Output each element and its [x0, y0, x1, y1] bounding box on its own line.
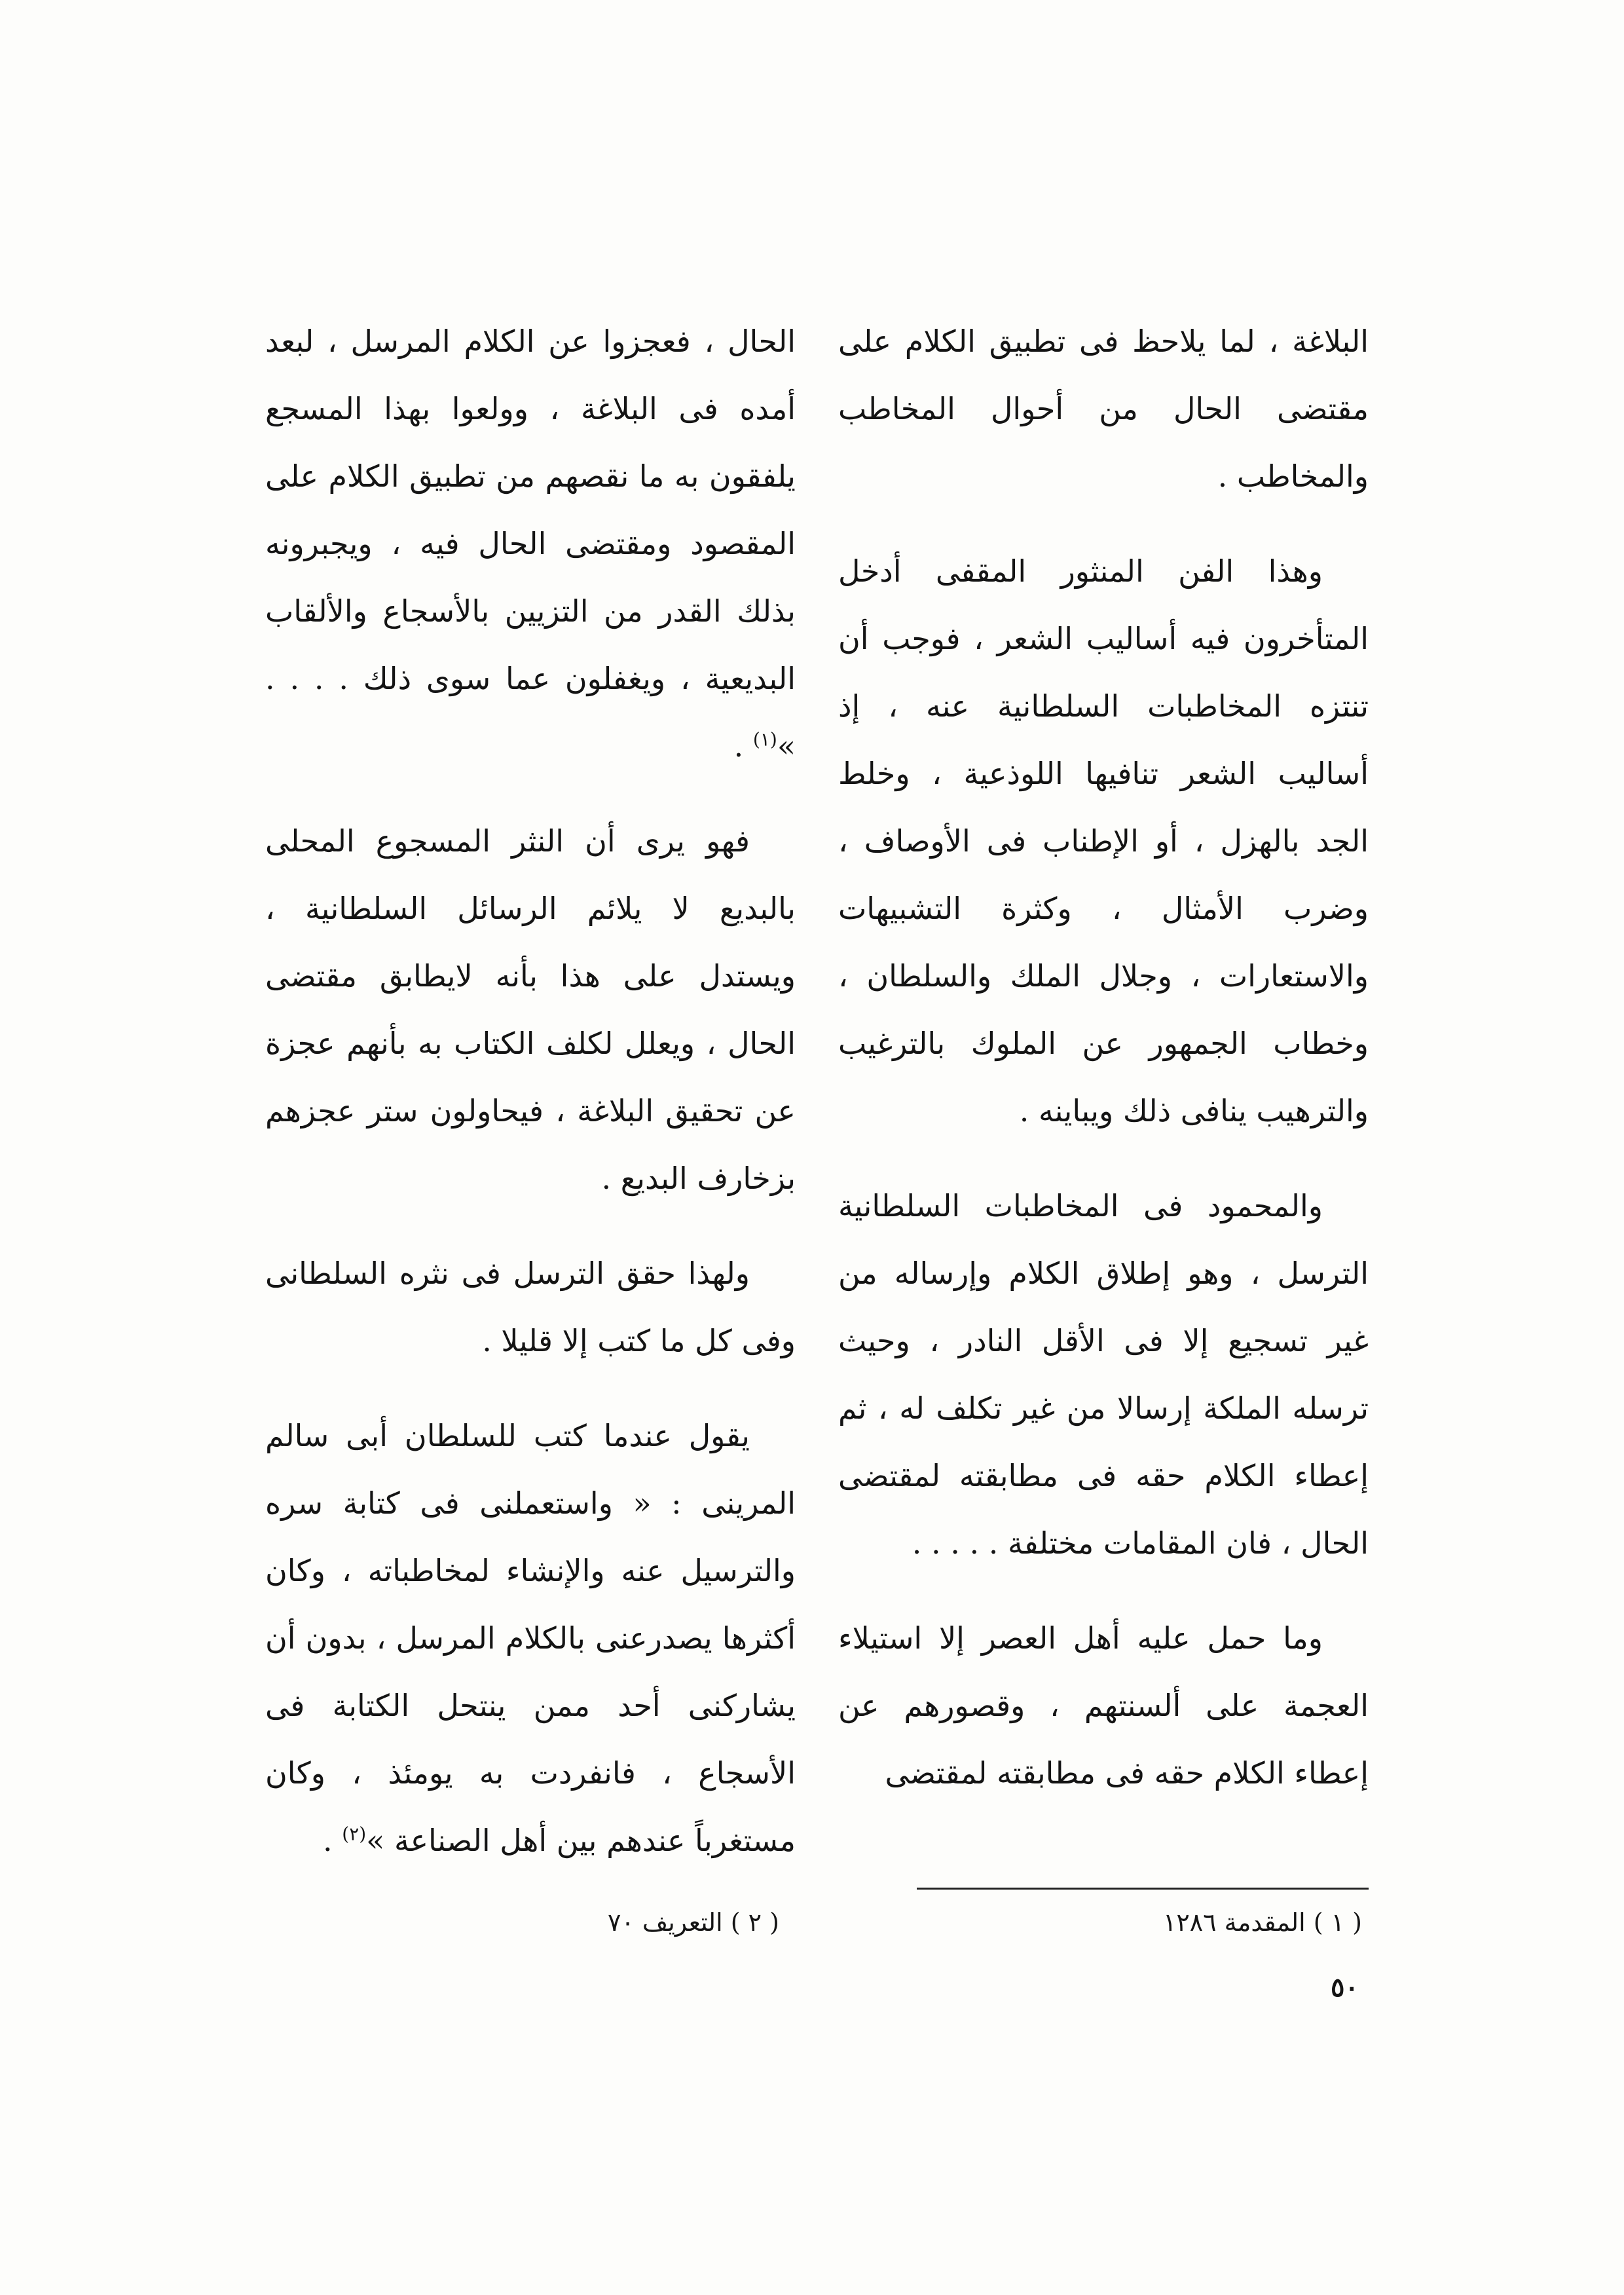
footnote-2: ( ٢ ) التعريف ٧٠ [607, 1908, 779, 1937]
footnote-reference: (١) [752, 728, 777, 751]
paragraph: وما حمل عليه أهل العصر إلا استيلاء العجمة على ألسنتهم ، وقصورهم عن إعطاء الكلام حقه فى مطابقته لمقتضى [838, 1620, 1369, 1791]
right-text-column [838, 308, 1369, 1835]
page-number: ٥٠ [1331, 1972, 1359, 2003]
paragraph-text: يقول عندما كتب للسلطان أبى سالم المرينى : « واستعملنى فى كتابة سره والترسيل عنه والإنشاء لمخاطباته ، وكان أكثرها يصدرعنى بالكلام المرسل ، بدون أن يشاركنى أحد ممن ينتحل الكتابة فى الأسجاع ، فانفردت به يومئذ ، وكان مستغرباً عندهم بين أهل الصناعة » [265, 1418, 796, 1858]
paragraph [265, 308, 796, 780]
paragraph: والمحمود فى المخاطبات السلطانية الترسل ، وهو إطلاق الكلام وإرساله من غير تسجيع إلا فى الأقل النادر ، وحيث ترسله الملكة إرسالا من غير تكلف له ، ثم إعطاء الكلام حقه فى مطابقته لمقتضى الحال ، فان المقامات مختلفة . . . . . [838, 1188, 1369, 1561]
footnote-1: ( ١ ) المقدمة ١٢٨٦ [1162, 1908, 1362, 1937]
paragraph-tail: . [323, 1823, 342, 1858]
paragraph: وهذا الفن المنثور المقفى أدخل المتأخرون فيه أساليب الشعر ، فوجب أن تنتزه المخاطبات السلطانية عنه ، إذ أساليب الشعر تنافيها اللوذعية ، وخلط الجد بالهزل ، أو الإطناب فى الأوصاف ، وضرب الأمثال ، وكثرة التشبيهات والاستعارات ، وجلال الملك والسلطان ، وخطاب الجمهور عن الملوك بالترغيب والترهيب ينافى ذلك ويباينه . [838, 553, 1369, 1129]
paragraph-tail: . [733, 728, 753, 764]
footnote-separator [917, 1888, 1369, 1890]
paragraph: ولهذا حقق الترسل فى نثره السلطانى وفى كل ما كتب إلا قليلا . [265, 1256, 796, 1358]
paragraph [265, 1402, 796, 1875]
footnote-reference: (٢) [342, 1823, 367, 1845]
left-text-column [265, 308, 796, 1902]
paragraph: فهو يرى أن النثر المسجوع المحلى بالبديع لا يلائم الرسائل السلطانية ، ويستدل على هذا بأنه لايطابق مقتضى الحال ، ويعلل لكلف الكتاب به بأنهم عجزة عن تحقيق البلاغة ، فيحاولون ستر عجزهم بزخارف البديع . [265, 823, 796, 1196]
paragraph: البلاغة ، لما يلاحظ فى تطبيق الكلام على مقتضى الحال من أحوال المخاطب والمخاطب . [838, 324, 1369, 494]
paragraph-text: الحال ، فعجزوا عن الكلام المرسل ، لبعد أمده فى البلاغة ، وولعوا بهذا المسجع يلفقون به ما نقصهم من تطبيق الكلام على المقصود ومقتضى الحال فيه ، ويجبرونه بذلك القدر من التزيين بالأسجاع والألقاب البديعية ، ويغفلون عما سوى ذلك . . . . » [265, 324, 796, 764]
